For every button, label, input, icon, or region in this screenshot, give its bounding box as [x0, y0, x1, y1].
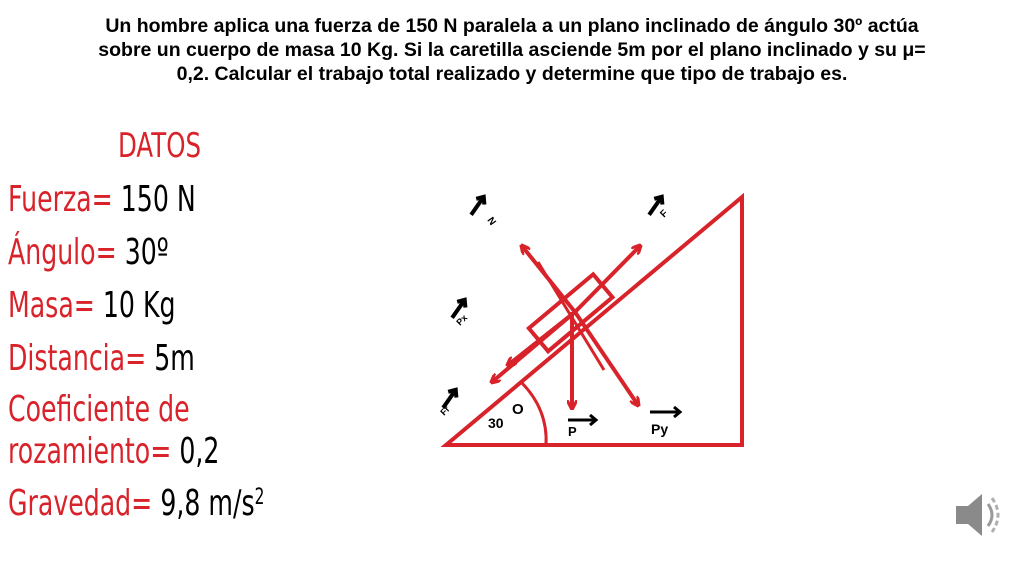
- angulo-label: Ángulo=: [8, 232, 117, 273]
- angle-degree-symbol: O: [512, 401, 524, 418]
- gravedad-exponent: 2: [254, 485, 265, 510]
- label-n: N: [484, 215, 498, 228]
- label-py: Py: [651, 421, 669, 437]
- masa-label: Masa=: [8, 285, 95, 326]
- rozamiento-label: rozamiento=: [8, 431, 172, 472]
- angle-arc: [522, 383, 546, 445]
- angle-label: 30: [488, 415, 504, 431]
- fuerza-value: 150 N: [120, 179, 196, 220]
- label-n-group: [467, 194, 488, 218]
- masa-value: 10 Kg: [102, 285, 176, 326]
- problem-line-3: 0,2. Calcular el trabajo total realizado y determine que tipo de trabajo es.: [176, 63, 848, 85]
- datos-title: DATOS: [118, 126, 202, 166]
- distancia-value: 5m: [154, 338, 195, 379]
- gravedad-label: Gravedad=: [8, 483, 153, 524]
- label-px: Px: [454, 312, 470, 328]
- speaker-icon[interactable]: [950, 486, 1010, 546]
- gravedad-value: 9,8 m/s: [160, 483, 255, 524]
- problem-line-2: sobre un cuerpo de masa 10 Kg. Si la caretilla asciende 5m por el plano inclinado y su μ=: [98, 39, 926, 61]
- angulo-value: 30º: [124, 232, 169, 273]
- label-fr: Fr: [438, 403, 452, 418]
- distancia-label: Distancia=: [8, 338, 147, 379]
- label-f: F: [658, 208, 671, 221]
- label-p: P: [568, 424, 577, 439]
- problem-line-1: Un hombre aplica una fuerza de 150 N paralela a un plano inclinado de ángulo 30º actúa: [105, 15, 919, 37]
- inclined-plane-triangle: [446, 197, 742, 445]
- fuerza-label: Fuerza=: [8, 179, 113, 220]
- coeficiente-label: Coeficiente de: [8, 389, 190, 430]
- label-py-arrow-icon: [650, 407, 680, 417]
- force-py-arrow: [575, 312, 638, 405]
- coeficiente-value: 0,2: [179, 431, 220, 472]
